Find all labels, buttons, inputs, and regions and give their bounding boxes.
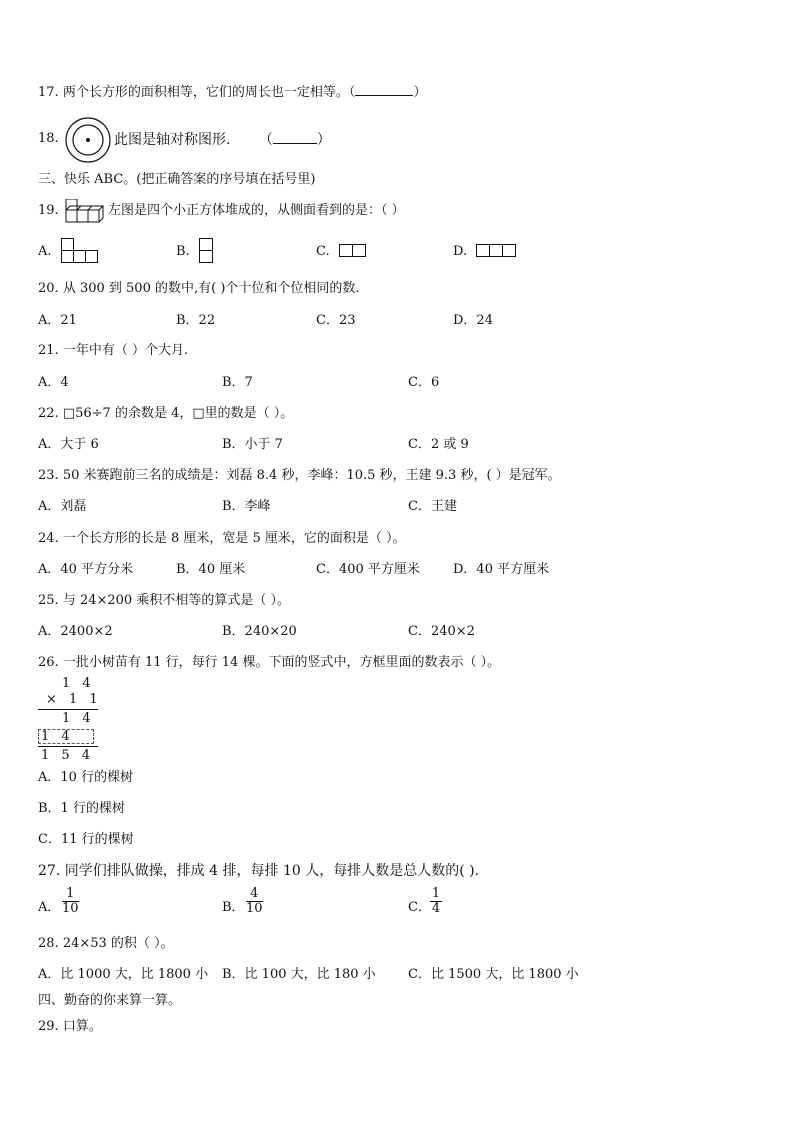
question-text: 从 300 到 500 的数中,有( )个十位和个位相同的数. xyxy=(62,281,360,296)
option-a[interactable] xyxy=(38,244,52,260)
question-number: 29. xyxy=(38,1019,59,1034)
question-number: 17. xyxy=(38,85,59,100)
paren-close: ） xyxy=(413,85,427,100)
option-d[interactable]: D．40 平方厘米 xyxy=(453,562,550,577)
option-c[interactable] xyxy=(408,900,431,916)
question-21 xyxy=(38,343,188,359)
denominator: 10 xyxy=(246,901,263,916)
option-b[interactable]: B．22 xyxy=(176,313,216,328)
option-c[interactable]: C．23 xyxy=(316,313,356,328)
option-a-figure xyxy=(60,237,100,265)
question-27 xyxy=(38,863,479,879)
question-28 xyxy=(38,936,174,952)
option-c[interactable]: C．王建 xyxy=(408,499,457,514)
option-c[interactable]: C．比 1500 大，比 1800 小 xyxy=(408,967,579,982)
numerator: 4 xyxy=(250,886,259,901)
question-text: 两个长方形的面积相等，它们的周长也一定相等。（ xyxy=(62,85,356,100)
option-b[interactable] xyxy=(222,900,245,916)
option-label: A． xyxy=(38,900,61,915)
option-c[interactable]: C．240×2 xyxy=(408,624,475,639)
concentric-circle-figure xyxy=(64,116,112,164)
denominator: 4 xyxy=(431,901,441,916)
option-d[interactable]: D．24 xyxy=(453,313,493,328)
question-number: 23. xyxy=(38,468,59,483)
option-c[interactable]: C．400 平方厘米 xyxy=(316,562,420,577)
option-c[interactable]: C．6 xyxy=(408,375,440,390)
denominator: 10 xyxy=(62,901,79,916)
option-c[interactable] xyxy=(316,244,330,260)
option-b[interactable]: B．李峰 xyxy=(222,499,271,514)
option-a[interactable] xyxy=(38,900,60,916)
question-text: □56÷7 的余数是 4，□里的数是（ ）。 xyxy=(62,406,294,421)
option-b[interactable] xyxy=(176,244,190,260)
numerator: 1 xyxy=(66,886,75,901)
option-d[interactable] xyxy=(453,244,467,260)
option-b[interactable]: B．比 100 大，比 180 小 xyxy=(222,967,376,982)
question-text: 与 24×200 乘积不相等的算式是（ ）。 xyxy=(62,593,290,608)
question-26 xyxy=(38,655,500,671)
paren-open: （ xyxy=(258,132,273,148)
option-a[interactable]: A．刘磊 xyxy=(38,499,87,514)
question-text: 同学们排队做操，排成 4 排，每排 10 人，每排人数是总人数的( ). xyxy=(64,863,480,879)
question-text: 50 米赛跑前三名的成绩是：刘磊 8.4 秒，李峰：10.5 秒，王建 9.3 秒，( ）是冠军。 xyxy=(62,468,561,483)
numerator: 1 xyxy=(431,886,441,901)
question-18-text xyxy=(114,131,331,148)
question-22 xyxy=(38,406,293,422)
question-number: 22. xyxy=(38,406,59,421)
product: 1 5 4 xyxy=(41,748,95,763)
option-a[interactable]: A．21 xyxy=(38,313,77,328)
option-label: A. xyxy=(38,244,52,259)
option-b[interactable]: B．1 行的棵树 xyxy=(38,801,125,816)
option-c[interactable]: C．11 行的棵树 xyxy=(38,832,134,847)
question-number: 26. xyxy=(38,655,59,670)
question-text: 左图是四个小正方体堆成的，从侧面看到的是：（ ） xyxy=(108,203,405,218)
multiplicand: 1 4 xyxy=(62,676,95,691)
rule-line xyxy=(38,709,98,710)
question-text: 此图是轴对称图形. xyxy=(114,132,231,148)
question-number: 21. xyxy=(38,343,59,358)
section-4-heading: 四、勤奋的你来算一算。 xyxy=(38,993,182,1008)
question-number: 27. xyxy=(38,863,61,879)
option-a[interactable]: A．2400×2 xyxy=(38,624,113,639)
option-a[interactable]: A．4 xyxy=(38,375,69,390)
rule-line xyxy=(38,746,98,747)
option-a[interactable]: A．大于 6 xyxy=(38,437,99,452)
question-text: 口算。 xyxy=(62,1019,102,1034)
question-text: 一年中有（ ）个大月. xyxy=(62,343,189,358)
question-20 xyxy=(38,281,360,297)
option-label: B． xyxy=(222,900,245,915)
fraction xyxy=(62,887,79,916)
question-number: 19. xyxy=(38,203,59,218)
option-b[interactable]: B．小于 7 xyxy=(222,437,283,452)
question-18 xyxy=(38,131,59,147)
section-3-heading: 三、快乐 ABC。(把正确答案的序号填在括号里) xyxy=(38,172,316,187)
option-b-figure xyxy=(198,237,216,265)
option-a[interactable]: A．10 行的棵树 xyxy=(38,770,134,785)
option-label: C. xyxy=(316,244,330,259)
question-24 xyxy=(38,531,406,547)
option-c-figure xyxy=(338,243,370,259)
option-label: D. xyxy=(453,244,468,259)
option-b[interactable]: B．7 xyxy=(222,375,253,390)
answer-blank[interactable] xyxy=(273,131,317,144)
multiplier: × 1 1 xyxy=(46,692,102,707)
answer-blank[interactable] xyxy=(355,83,413,96)
question-number: 18. xyxy=(38,131,59,146)
question-text: 一个长方形的长是 8 厘米，宽是 5 厘米，它的面积是（ ）。 xyxy=(62,531,406,546)
question-19 xyxy=(38,203,59,219)
question-17 xyxy=(38,83,426,101)
question-number: 20. xyxy=(38,281,59,296)
question-25 xyxy=(38,593,290,609)
question-number: 28. xyxy=(38,936,59,951)
partial-product-1: 1 4 xyxy=(62,711,95,726)
question-text: 一批小树苗有 11 行，每行 14 棵。下面的竖式中，方框里面的数表示（ ）。 xyxy=(62,655,501,670)
option-a[interactable]: A．比 1000 大，比 1800 小 xyxy=(38,967,209,982)
fraction xyxy=(246,887,263,916)
option-b[interactable]: B．40 厘米 xyxy=(176,562,246,577)
question-number: 25. xyxy=(38,593,59,608)
fraction xyxy=(430,887,442,916)
option-a[interactable]: A．40 平方分米 xyxy=(38,562,134,577)
option-d-figure xyxy=(475,243,519,259)
question-text: 24×53 的积（ ）。 xyxy=(62,936,174,951)
cube-stack-figure xyxy=(64,199,108,225)
partial-product-2: 1 4 xyxy=(41,729,74,744)
question-23 xyxy=(38,468,561,484)
question-29 xyxy=(38,1019,102,1035)
option-label: B. xyxy=(176,244,190,259)
paren-close: ） xyxy=(316,132,331,148)
option-label: C． xyxy=(408,900,431,915)
option-c[interactable]: C．2 或 9 xyxy=(408,437,469,452)
option-b[interactable]: B．240×20 xyxy=(222,624,297,639)
question-number: 24. xyxy=(38,531,59,546)
